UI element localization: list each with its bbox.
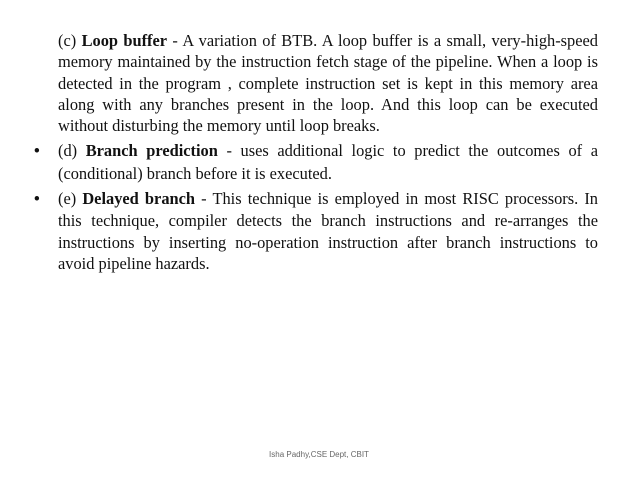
item-description: - This technique is employed in most RISC processors. In this technique, compiler detects the branch instructions and re-arranges the instructions by inserting no-operation instruction after branch instructions to avoid pipeline hazards.	[58, 189, 598, 273]
list-item-loop-buffer	[34, 30, 598, 136]
term-branch-prediction: Branch prediction	[85, 141, 218, 161]
term-loop-buffer: Loop buffer	[81, 31, 168, 50]
list-item-delayed-branch	[34, 188, 598, 274]
bullet-icon: •	[34, 142, 40, 161]
list-item-branch-prediction	[34, 140, 598, 184]
item-description: - uses additional logic to predict the outcomes of a (conditional) branch before it is executed.	[58, 141, 598, 183]
item-prefix: (e)	[58, 189, 83, 209]
item-description: - A variation of BTB. A loop buffer is a small, very-high-speed memory maintained by the instruction fetch stage of the pipeline. When a loop is detected in the program , complete instruction set is kept in this memory area along with any branches present in the loop. And this loop can be executed without disturbing the memory until loop breaks.	[58, 31, 598, 136]
term-delayed-branch: Delayed branch	[82, 189, 196, 209]
bullet-icon: •	[34, 190, 40, 209]
item-prefix: (d)	[58, 141, 86, 161]
slide-footer: Isha Padhy,CSE Dept, CBIT	[269, 450, 369, 459]
slide-body	[34, 30, 598, 278]
item-prefix: (c)	[58, 31, 82, 50]
